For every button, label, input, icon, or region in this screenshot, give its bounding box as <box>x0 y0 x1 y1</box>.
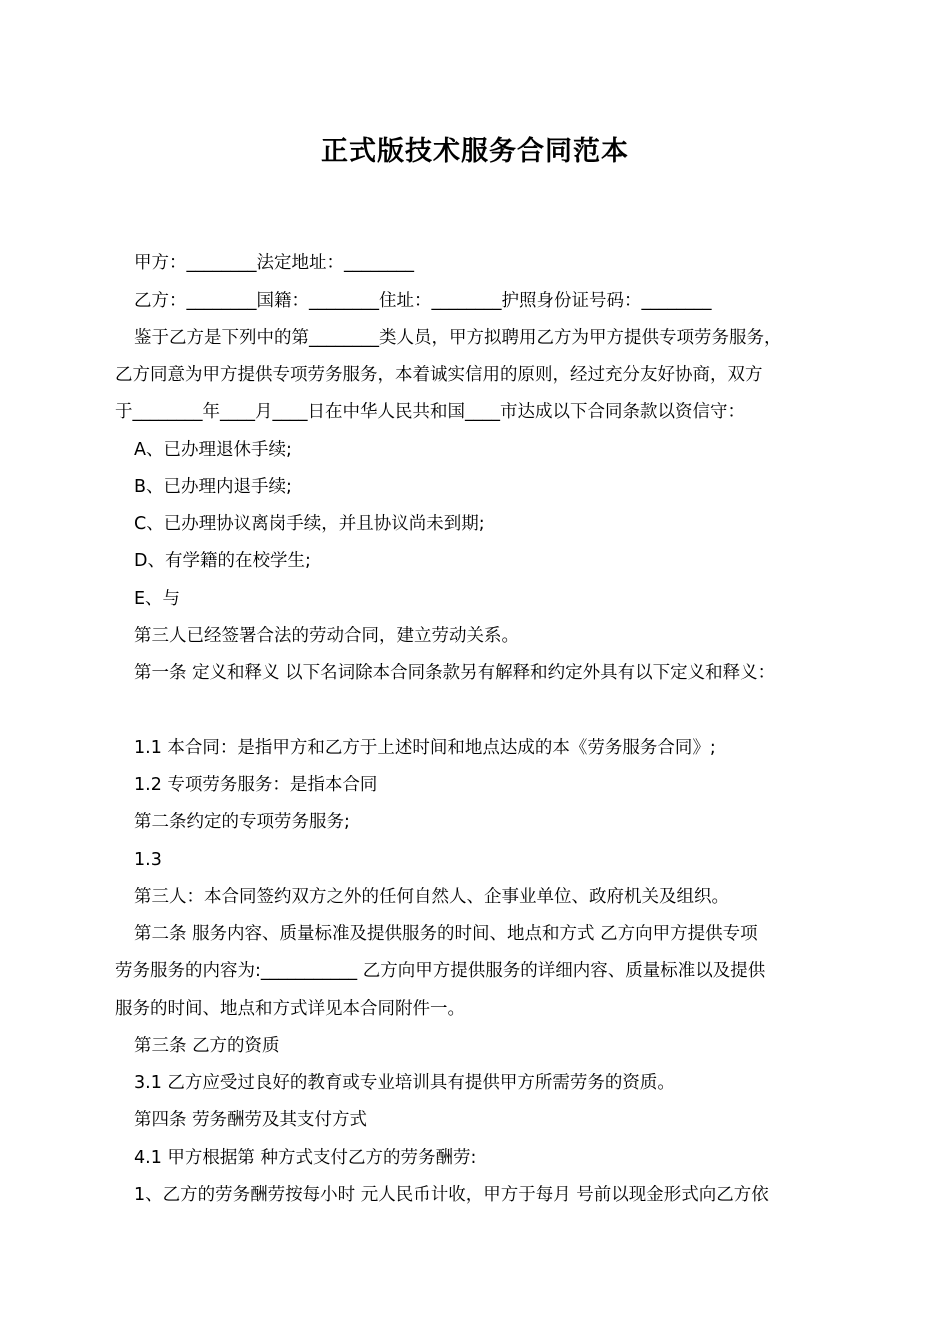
document-title: 正式版技术服务合同范本 <box>321 136 629 167</box>
clause-line: 4.1 甲方根据第 种方式支付乙方的劳务酬劳: <box>134 1148 477 1168</box>
article-heading: 第三条 乙方的资质 <box>134 1036 280 1056</box>
paragraph-line: 鉴于乙方是下列中的第________类人员，甲方拟聘用乙方为甲方提供专项劳务服务， <box>134 328 782 348</box>
paragraph-line: 服务的时间、地点和方式详见本合同附件一。 <box>115 999 465 1019</box>
clause-line: 1.2 专项劳务服务：是指本合同 <box>134 775 378 795</box>
clause-line: 1.1 本合同：是指甲方和乙方于上述时间和地点达成的本《劳务服务合同》; <box>134 738 716 758</box>
list-item: C、已办理协议离岗手续，并且协议尚未到期; <box>134 514 485 534</box>
party-a-line: 甲方：________法定地址：________ <box>134 253 414 273</box>
list-item: E、与 <box>134 589 181 609</box>
article-heading: 第四条 劳务酬劳及其支付方式 <box>134 1110 368 1130</box>
list-item: A、已办理退休手续; <box>134 440 292 460</box>
clause-line: 3.1 乙方应受过良好的教育或专业培训具有提供甲方所需劳务的资质。 <box>134 1073 675 1093</box>
paragraph-line: 乙方同意为甲方提供专项劳务服务，本着诚实信用的原则，经过充分友好协商，双方 <box>115 365 763 385</box>
clause-line: 1、乙方的劳务酬劳按每小时 元人民币计收，甲方于每月 号前以现金形式向乙方依 <box>134 1185 769 1205</box>
clause-line: 1.3 <box>134 850 162 870</box>
paragraph-line: 第三人已经签署合法的劳动合同，建立劳动关系。 <box>134 626 519 646</box>
paragraph-line: 于________年____月____日在中华人民共和国____市达成以下合同条款以资信守： <box>115 402 745 422</box>
list-item: D、有学籍的在校学生; <box>134 551 311 571</box>
article-heading: 第二条 服务内容、质量标准及提供服务的时间、地点和方式 乙方向甲方提供专项 <box>134 924 758 944</box>
paragraph-line: 劳务服务的内容为:___________ 乙方向甲方提供服务的详细内容、质量标准以及提供 <box>115 961 766 981</box>
clause-line: 第二条约定的专项劳务服务; <box>134 812 350 832</box>
article-heading: 第一条 定义和释义 以下名词除本合同条款另有解释和约定外具有以下定义和释义： <box>134 663 776 683</box>
list-item: B、已办理内退手续; <box>134 477 292 497</box>
party-b-line: 乙方：________国籍：________住址：________护照身份证号码：________ <box>134 291 712 311</box>
clause-line: 第三人：本合同签约双方之外的任何自然人、企事业单位、政府机关及组织。 <box>134 887 729 907</box>
